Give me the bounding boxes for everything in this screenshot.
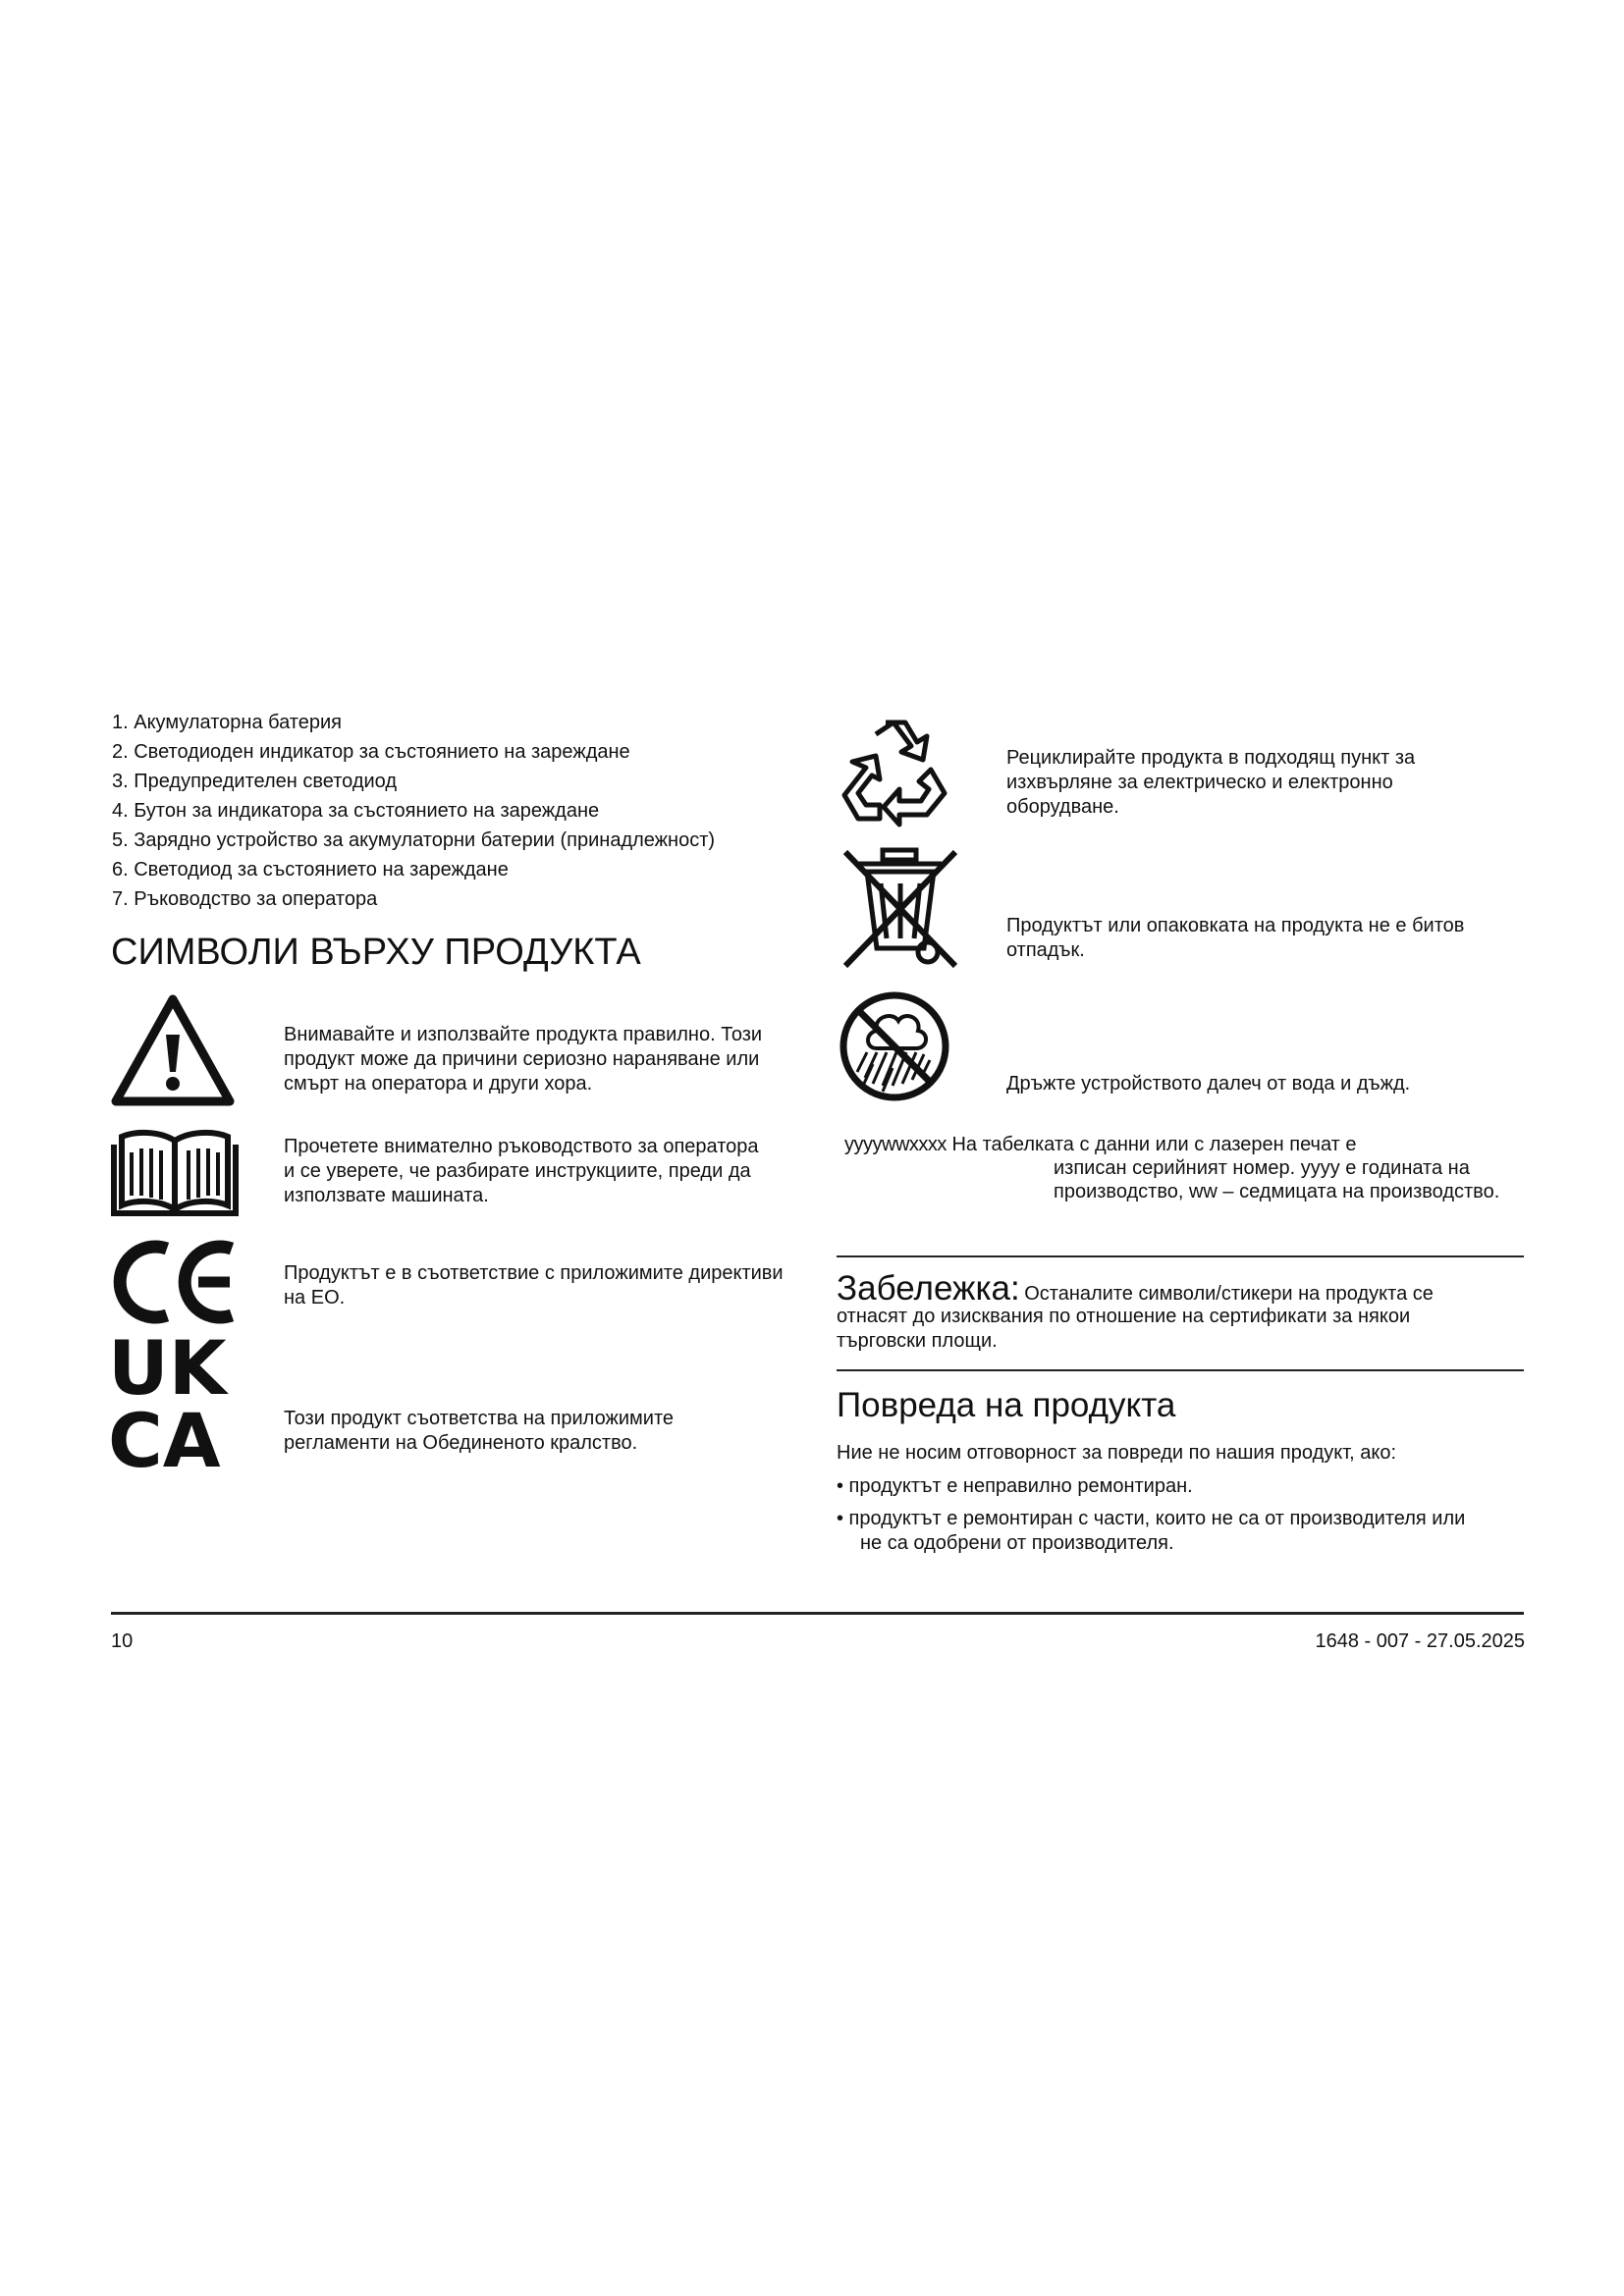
list-item: 5. Зарядно устройство за акумулаторни батерии (принадлежност): [112, 829, 716, 851]
ce-text: Продуктът е в съответствие с приложимите директиви на ЕО.: [284, 1262, 784, 1308]
note-line-2: отнасят до изисквания по отношение на сертификати за някои: [837, 1306, 1411, 1327]
damage-heading: Повреда на продукта: [837, 1386, 1176, 1424]
damage-bullet-1: • продуктът е неправилно ремонтиран.: [837, 1475, 1193, 1497]
ce-mark-icon: [110, 1237, 240, 1327]
serial-line-1: yyyywwxxxx На табелката с данни или с лазерен печат е: [844, 1134, 1357, 1155]
list-item: 3. Предупредителен светодиод: [112, 771, 398, 792]
document-id: 1648 - 007 - 27.05.2025: [1315, 1630, 1525, 1652]
list-item: 6. Светодиод за състоянието на зареждане: [112, 859, 509, 881]
list-item: 4. Бутон за индикатора за състоянието на зареждане: [112, 800, 600, 822]
warning-text: Внимавайте и използвайте продукта правилно. Този продукт може да причини сериозно нараняване или смърт на оператора и други хора.: [284, 1024, 763, 1095]
note-label: Забележка:: [837, 1269, 1020, 1308]
warning-triangle-icon: [110, 993, 236, 1107]
ukca-text: Този продукт съответства на приложимите регламенти на Обединеното кралство.: [284, 1408, 675, 1454]
weee-text: Продуктът или опаковката на продукта не е битов отпадък.: [1006, 915, 1465, 961]
damage-intro: Ние не носим отговорност за повреди по нашия продукт, ако:: [837, 1442, 1397, 1464]
recycle-icon: [837, 717, 952, 825]
parts-list: [112, 708, 715, 914]
symbols-heading: СИМВОЛИ ВЪРХУ ПРОДУКТА: [111, 932, 641, 973]
recycle-text: Рециклирайте продукта в подходящ пункт за изхвърляне за електрическо и електронно оборудване.: [1006, 747, 1416, 818]
damage-bullet-2-cont: не са одобрени от производителя.: [860, 1532, 1174, 1554]
footer-divider: [111, 1612, 1524, 1615]
open-book-icon: [110, 1127, 240, 1217]
rain-text: Дръжте устройството далеч от вода и дъжд.: [1006, 1073, 1411, 1095]
page-number: 10: [111, 1630, 134, 1652]
damage-bullet-2: • продуктът е ремонтиран с части, които не са от производителя или: [837, 1508, 1466, 1529]
ukca-mark-icon: [108, 1324, 238, 1484]
ukca-mark-text-ca: CA: [108, 1397, 221, 1484]
note-line-3: търговски площи.: [837, 1330, 998, 1352]
list-item: 2. Светодиоден индикатор за състоянието на зареждане: [112, 741, 630, 763]
serial-line-2: изписан серийният номер. yyyy е годината на: [1054, 1157, 1470, 1179]
note-line-1: Забележка: Останалите символи/стикери на продукта се: [837, 1269, 1434, 1308]
list-item: 7. Ръководство за оператора: [112, 888, 378, 910]
list-item: 1. Акумулаторна батерия: [112, 712, 342, 733]
crossed-out-bin-icon: [839, 846, 961, 972]
ukca-mark-text-uk: UK: [108, 1324, 227, 1412]
serial-code: yyyywwxxxx: [844, 1134, 947, 1155]
divider: [837, 1369, 1524, 1371]
no-rain-icon: [838, 989, 951, 1103]
manual-text: Прочетете внимателно ръководството за оператора и се уверете, че разбирате инструкциите, преди да използвате машината.: [284, 1136, 759, 1206]
serial-line-3: производство, ww – седмицата на производство.: [1054, 1181, 1500, 1202]
divider: [837, 1255, 1524, 1257]
